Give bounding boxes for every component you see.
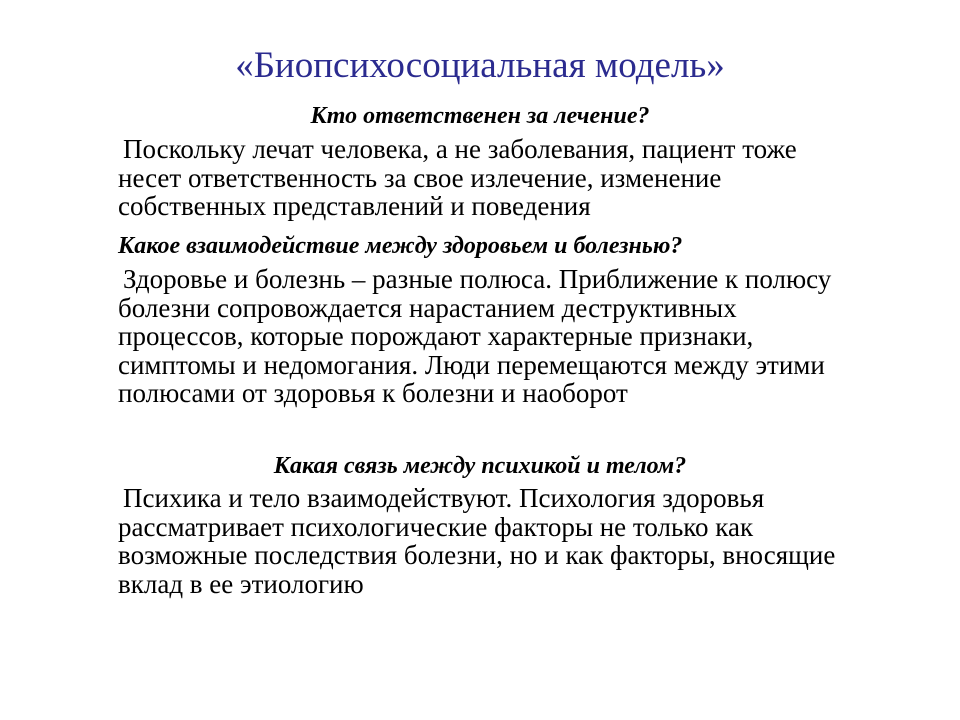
answer-mind-body: Психика и тело взаимодействуют. Психология здоровья рассматривает психологические факторы не только как возможные последствия болезни, но и как факторы, вносящие вклад в ее этиологию bbox=[118, 483, 836, 599]
question-health-illness: Какое взаимодействие между здоровьем и болезнью? bbox=[118, 233, 683, 259]
question-mind-body: Какая связь между психикой и телом? bbox=[273, 453, 687, 479]
answer-health-illness: Здоровье и болезнь – разные полюса. Приближение к полюсу болезни сопровождается нарастанием деструктивных процессов, которые порождают характерные признаки, симптомы и недомогания. Люди перемещаются между этими полюсами от здоровья к болезни и наоборот bbox=[118, 264, 832, 408]
question-responsibility: Кто ответственен за лечение? bbox=[310, 103, 650, 129]
slide-title: «Биопсихосоциальная модель» bbox=[235, 45, 725, 86]
answer-responsibility: Поскольку лечат человека, а не заболевания, пациент тоже несет ответственность за свое излечение, изменение собственных представлений и поведения bbox=[118, 134, 797, 221]
